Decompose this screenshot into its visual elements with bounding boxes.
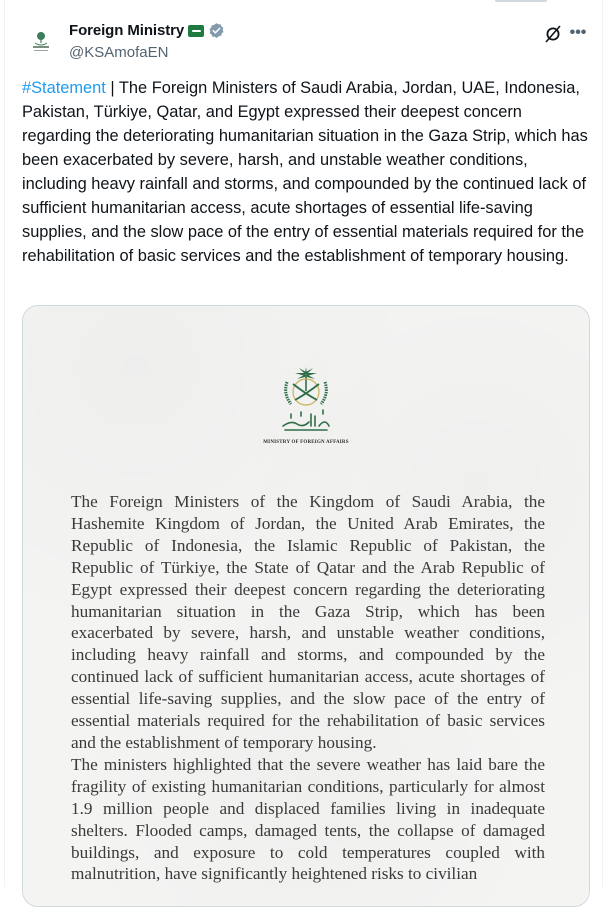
- grok-icon[interactable]: [544, 25, 562, 43]
- hashtag-link[interactable]: #Statement: [22, 79, 106, 97]
- separator: |: [105, 79, 119, 97]
- tweet-header: [5, 16, 604, 64]
- saudi-flag-icon: [188, 25, 204, 37]
- timeline-column: [4, 0, 603, 887]
- emblem-caption: MINISTRY OF FOREIGN AFFAIRS: [263, 440, 349, 445]
- verified-gray-badge-icon[interactable]: [208, 22, 225, 39]
- letter-paragraph: The ministers highlighted that the severe weather has laid bare the fragility of existing humanitarian conditions, particularly for almost 1.9 million people and displaced families living in inadequate shelters. Flooded camps, damaged tents, the collapse of damaged buildings, and exposure to cold temperatures coupled with malnutrition, have significantly heightened risks to civilian: [71, 754, 545, 884]
- previous-item-button-edge[interactable]: [495, 0, 547, 2]
- author-name-row[interactable]: [69, 22, 225, 39]
- more-options-icon[interactable]: •••: [569, 24, 587, 41]
- author-avatar[interactable]: [23, 24, 59, 60]
- tweet-body: The Foreign Ministers of Saudi Arabia, Jordan, UAE, Indonesia, Pakistan, Türkiye, Qatar, and Egypt expressed their deepest concern regarding the deteriorating humanitarian situation in the Gaza Strip, which has been exacerbated by severe, harsh, and unstable weather conditions, including heavy rainfall and storms, and compounded by the continued lack of sufficient humanitarian access, acute shortages of essential life-saving supplies, and the slow pace of the entry of essential materials required for the rehabilitation of basic services and the establishment of temporary housing.: [22, 79, 588, 265]
- author-display-name[interactable]: Foreign Ministry: [69, 22, 185, 39]
- attached-image[interactable]: [22, 305, 590, 907]
- author-handle[interactable]: @KSAmofaEN: [69, 44, 169, 61]
- tweet-text: [22, 76, 592, 268]
- saudi-emblem-palm-swords-icon: [261, 364, 351, 444]
- letter-paragraph: The Foreign Ministers of the Kingdom of Saudi Arabia, the Hashemite Kingdom of Jordan, the United Arab Emirates, the Republic of Indonesia, the Islamic Republic of Pakistan, the Republic of Türkiye, the State of Qatar and the Arab Republic of Egypt expressed their deepest concern regarding the deteriorating humanitarian situation in the Gaza Strip, which has been exacerbated by severe, harsh, and unstable weather conditions, including heavy rainfall and storms, and compounded by the continued lack of sufficient humanitarian access, acute shortages of essential life-saving supplies, and the slow pace of the entry of essential materials required for the rehabilitation of basic services and the establishment of temporary housing.: [71, 492, 545, 752]
- ministry-emblem-icon: [30, 29, 52, 55]
- statement-letter: [71, 491, 545, 885]
